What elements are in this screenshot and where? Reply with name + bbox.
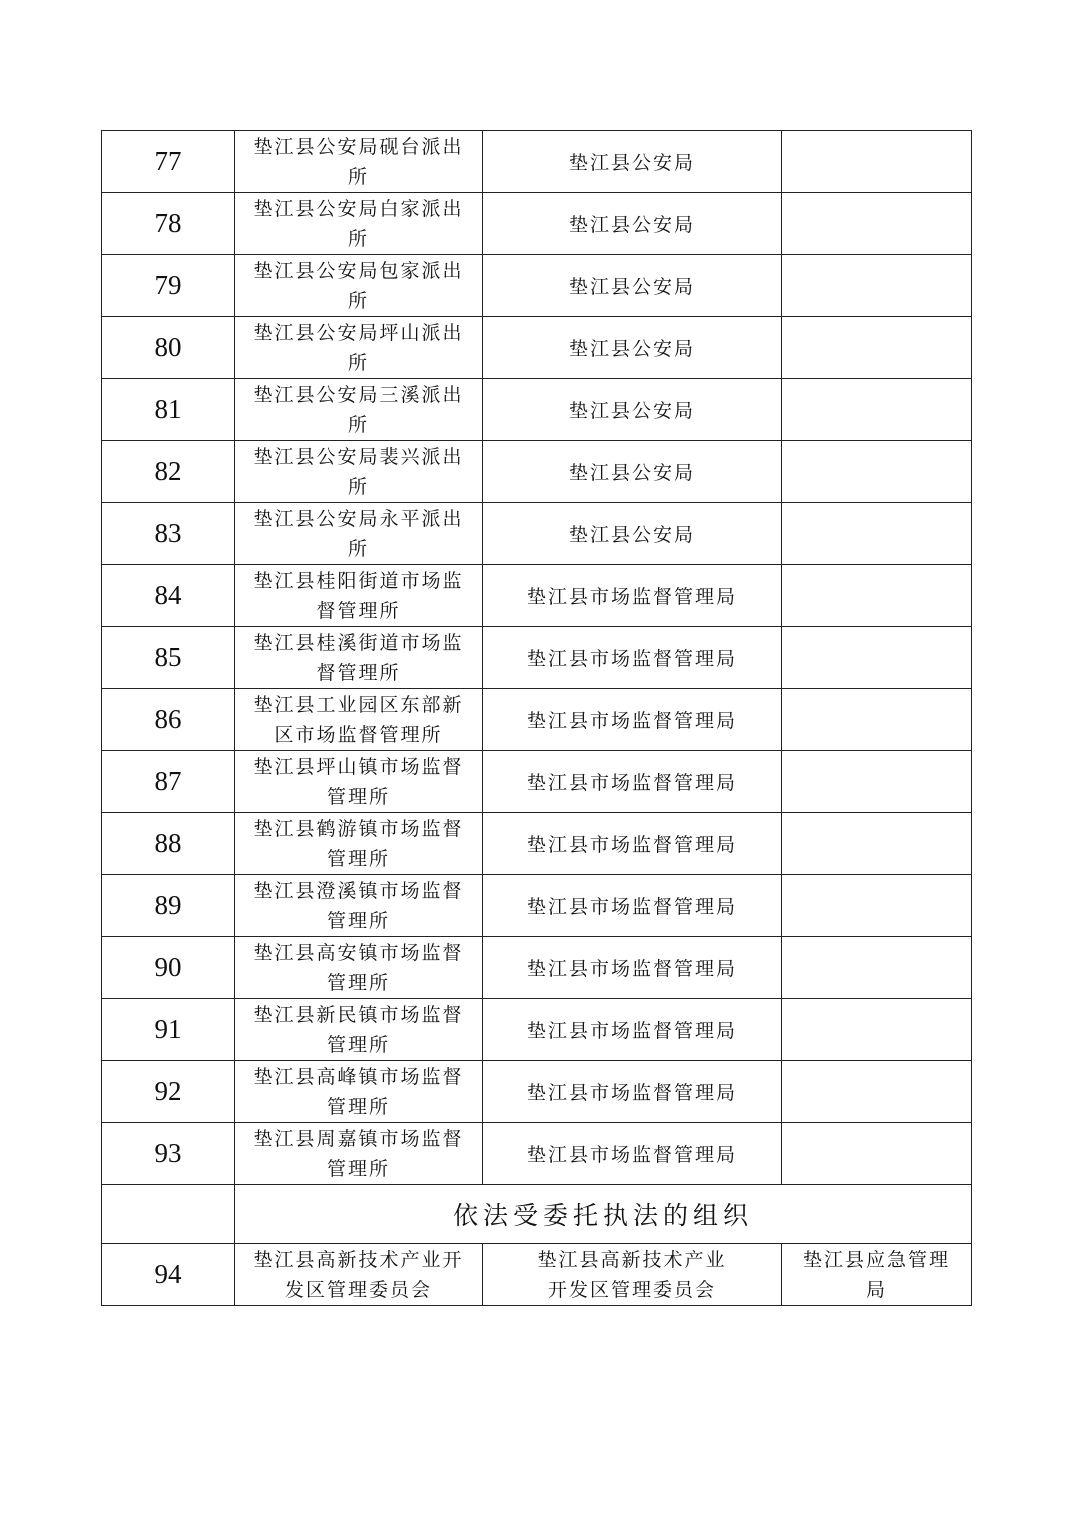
organization-name-line2: 管理所 (326, 971, 390, 994)
organization-name-line2: 所 (347, 227, 369, 250)
row-number: 81 (102, 379, 235, 441)
authorizing-department: 垫江县市场监督管理局 (483, 813, 782, 875)
organization-name (235, 937, 483, 999)
organization-name (235, 317, 483, 379)
table-row (102, 689, 972, 751)
row-number: 80 (102, 317, 235, 379)
row-number: 94 (102, 1244, 235, 1306)
authorizing-department: 垫江县公安局 (483, 317, 782, 379)
remark-cell (782, 875, 972, 937)
organization-name-line1: 垫江县高新技术产业开 (253, 1248, 464, 1271)
remark-cell (782, 689, 972, 751)
remark-cell (782, 503, 972, 565)
table-row (102, 627, 972, 689)
remark-cell (782, 627, 972, 689)
organization-name-line2: 督管理所 (316, 661, 401, 684)
organization-name-line1: 垫江县坪山镇市场监督 (253, 755, 464, 778)
authorizing-department: 垫江县公安局 (483, 193, 782, 255)
organization-name-line1: 垫江县公安局坪山派出 (253, 321, 464, 344)
organization-name (235, 565, 483, 627)
section-header-row (102, 1185, 972, 1244)
remark-cell (782, 1061, 972, 1123)
table-row (102, 1061, 972, 1123)
organization-name-line2: 管理所 (326, 1157, 390, 1180)
organization-name-line1: 垫江县高安镇市场监督 (253, 941, 464, 964)
authorizing-department: 垫江县市场监督管理局 (483, 999, 782, 1061)
organization-name (235, 441, 483, 503)
organization-name-line2: 管理所 (326, 847, 390, 870)
organization-name (235, 1123, 483, 1185)
organization-name (235, 875, 483, 937)
organization-name-line1: 垫江县桂阳街道市场监 (253, 569, 464, 592)
row-number: 90 (102, 937, 235, 999)
section-number-cell (102, 1185, 235, 1244)
organization-name-line1: 垫江县公安局白家派出 (253, 197, 464, 220)
row-number: 85 (102, 627, 235, 689)
organization-name-line2: 所 (347, 289, 369, 312)
authorizing-department: 垫江县公安局 (483, 379, 782, 441)
organization-name-line1: 垫江县周嘉镇市场监督 (253, 1127, 464, 1150)
organization-name-line2: 管理所 (326, 785, 390, 808)
row-number: 92 (102, 1061, 235, 1123)
authorizing-department: 垫江县市场监督管理局 (483, 937, 782, 999)
organization-name-line2: 发区管理委员会 (284, 1278, 432, 1301)
remark-cell (782, 255, 972, 317)
authorizing-department-line1: 垫江县高新技术产业 (537, 1248, 727, 1271)
table-row (102, 503, 972, 565)
remark-line2: 局 (865, 1278, 887, 1301)
remark-cell (782, 565, 972, 627)
row-number: 78 (102, 193, 235, 255)
organization-name-line1: 垫江县公安局裴兴派出 (253, 445, 464, 468)
table-row (102, 255, 972, 317)
row-number: 88 (102, 813, 235, 875)
authorizing-department: 垫江县市场监督管理局 (483, 565, 782, 627)
organization-name-line2: 所 (347, 537, 369, 560)
organization-name (235, 813, 483, 875)
organization-name-line1: 垫江县工业园区东部新 (253, 693, 464, 716)
authorizing-department: 垫江县公安局 (483, 131, 782, 193)
remark-cell (782, 751, 972, 813)
organization-name (235, 193, 483, 255)
row-number: 77 (102, 131, 235, 193)
remark-cell (782, 379, 972, 441)
table-row (102, 875, 972, 937)
organization-name-line2: 管理所 (326, 1033, 390, 1056)
authorizing-department-line2: 开发区管理委员会 (547, 1278, 716, 1301)
organization-name-line1: 垫江县澄溪镇市场监督 (253, 879, 464, 902)
remark-cell (782, 441, 972, 503)
organization-name-line1: 垫江县公安局包家派出 (253, 259, 464, 282)
organization-name (235, 255, 483, 317)
row-number: 82 (102, 441, 235, 503)
remark-cell (782, 1244, 972, 1306)
remark-cell (782, 1123, 972, 1185)
row-number: 83 (102, 503, 235, 565)
remark-cell (782, 193, 972, 255)
organization-name-line2: 管理所 (326, 909, 390, 932)
authorizing-department: 垫江县市场监督管理局 (483, 751, 782, 813)
organization-name-line1: 垫江县公安局永平派出 (253, 507, 464, 530)
organization-name-line2: 所 (347, 413, 369, 436)
remark-cell (782, 999, 972, 1061)
organization-name-line1: 垫江县公安局三溪派出 (253, 383, 464, 406)
authorizing-department: 垫江县市场监督管理局 (483, 875, 782, 937)
organization-name-line1: 垫江县新民镇市场监督 (253, 1003, 464, 1026)
organization-name-line1: 垫江县公安局砚台派出 (253, 135, 464, 158)
remark-line1: 垫江县应急管理 (802, 1248, 950, 1271)
organization-name (235, 1061, 483, 1123)
organization-name (235, 627, 483, 689)
row-number: 93 (102, 1123, 235, 1185)
organization-name-line2: 管理所 (326, 1095, 390, 1118)
remark-cell (782, 317, 972, 379)
organization-name-line2: 督管理所 (316, 599, 401, 622)
table-row (102, 751, 972, 813)
table-row (102, 131, 972, 193)
remark-cell (782, 131, 972, 193)
row-number: 87 (102, 751, 235, 813)
authorizing-department (483, 1244, 782, 1306)
authorizing-department: 垫江县公安局 (483, 441, 782, 503)
authorizing-department: 垫江县市场监督管理局 (483, 1061, 782, 1123)
organization-name-line1: 垫江县桂溪街道市场监 (253, 631, 464, 654)
row-number: 89 (102, 875, 235, 937)
organization-name-line2: 区市场监督管理所 (274, 723, 443, 746)
organization-name (235, 999, 483, 1061)
table-body (102, 131, 972, 1306)
organization-name (235, 689, 483, 751)
organization-name-line2: 所 (347, 351, 369, 374)
table-row (102, 565, 972, 627)
authorizing-department: 垫江县市场监督管理局 (483, 627, 782, 689)
remark-cell (782, 813, 972, 875)
row-number: 84 (102, 565, 235, 627)
authorizing-department: 垫江县市场监督管理局 (483, 689, 782, 751)
table-row (102, 379, 972, 441)
organization-name (235, 379, 483, 441)
remark-cell (782, 937, 972, 999)
organization-name-line1: 垫江县鹤游镇市场监督 (253, 817, 464, 840)
table-row (102, 317, 972, 379)
table-row (102, 441, 972, 503)
organization-name (235, 1244, 483, 1306)
organization-name-line2: 所 (347, 475, 369, 498)
organization-name (235, 131, 483, 193)
row-number: 79 (102, 255, 235, 317)
authorizing-department: 垫江县公安局 (483, 503, 782, 565)
table-row (102, 1123, 972, 1185)
law-enforcement-table (101, 130, 972, 1306)
table-row (102, 1244, 972, 1306)
row-number: 86 (102, 689, 235, 751)
authorizing-department: 垫江县市场监督管理局 (483, 1123, 782, 1185)
organization-name (235, 751, 483, 813)
authorizing-department: 垫江县公安局 (483, 255, 782, 317)
section-title: 依法受委托执法的组织 (235, 1185, 972, 1244)
organization-name (235, 503, 483, 565)
table-row (102, 193, 972, 255)
row-number: 91 (102, 999, 235, 1061)
table-row (102, 813, 972, 875)
table-row (102, 999, 972, 1061)
table-row (102, 937, 972, 999)
organization-name-line2: 所 (347, 165, 369, 188)
organization-name-line1: 垫江县高峰镇市场监督 (253, 1065, 464, 1088)
